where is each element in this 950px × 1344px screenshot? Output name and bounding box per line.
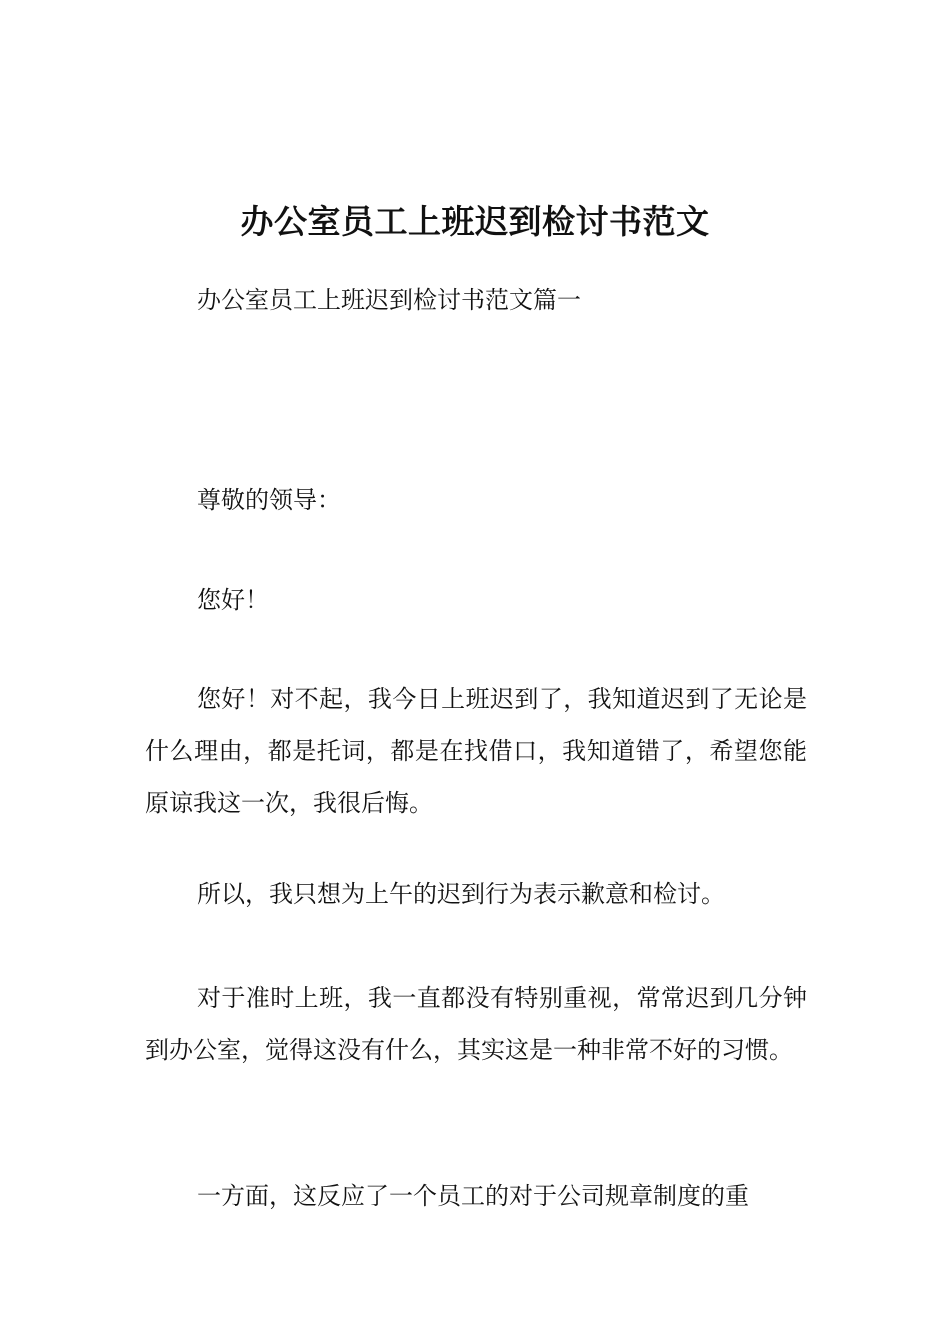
- body-paragraph: 一方面，这反应了一个员工的对于公司规章制度的重: [197, 1182, 749, 1210]
- body-paragraph: 对于准时上班，我一直都没有特别重视，常常迟到几分钟到办公室，觉得这没有什么，其实这是一种非常不好的习惯。: [145, 984, 807, 1064]
- body-paragraph: 所以，我只想为上午的迟到行为表示歉意和检讨。: [197, 880, 725, 908]
- document-title: 办公室员工上班迟到检讨书范文: [240, 202, 710, 242]
- salutation: 尊敬的领导：: [197, 486, 341, 514]
- section-heading: 办公室员工上班迟到检讨书范文篇一: [197, 286, 581, 314]
- greeting: 您好！: [197, 586, 269, 614]
- body-paragraph: 您好！对不起，我今日上班迟到了，我知道迟到了无论是什么理由，都是托词，都是在找借口，我知道错了，希望您能原谅我这一次，我很后悔。: [145, 685, 807, 817]
